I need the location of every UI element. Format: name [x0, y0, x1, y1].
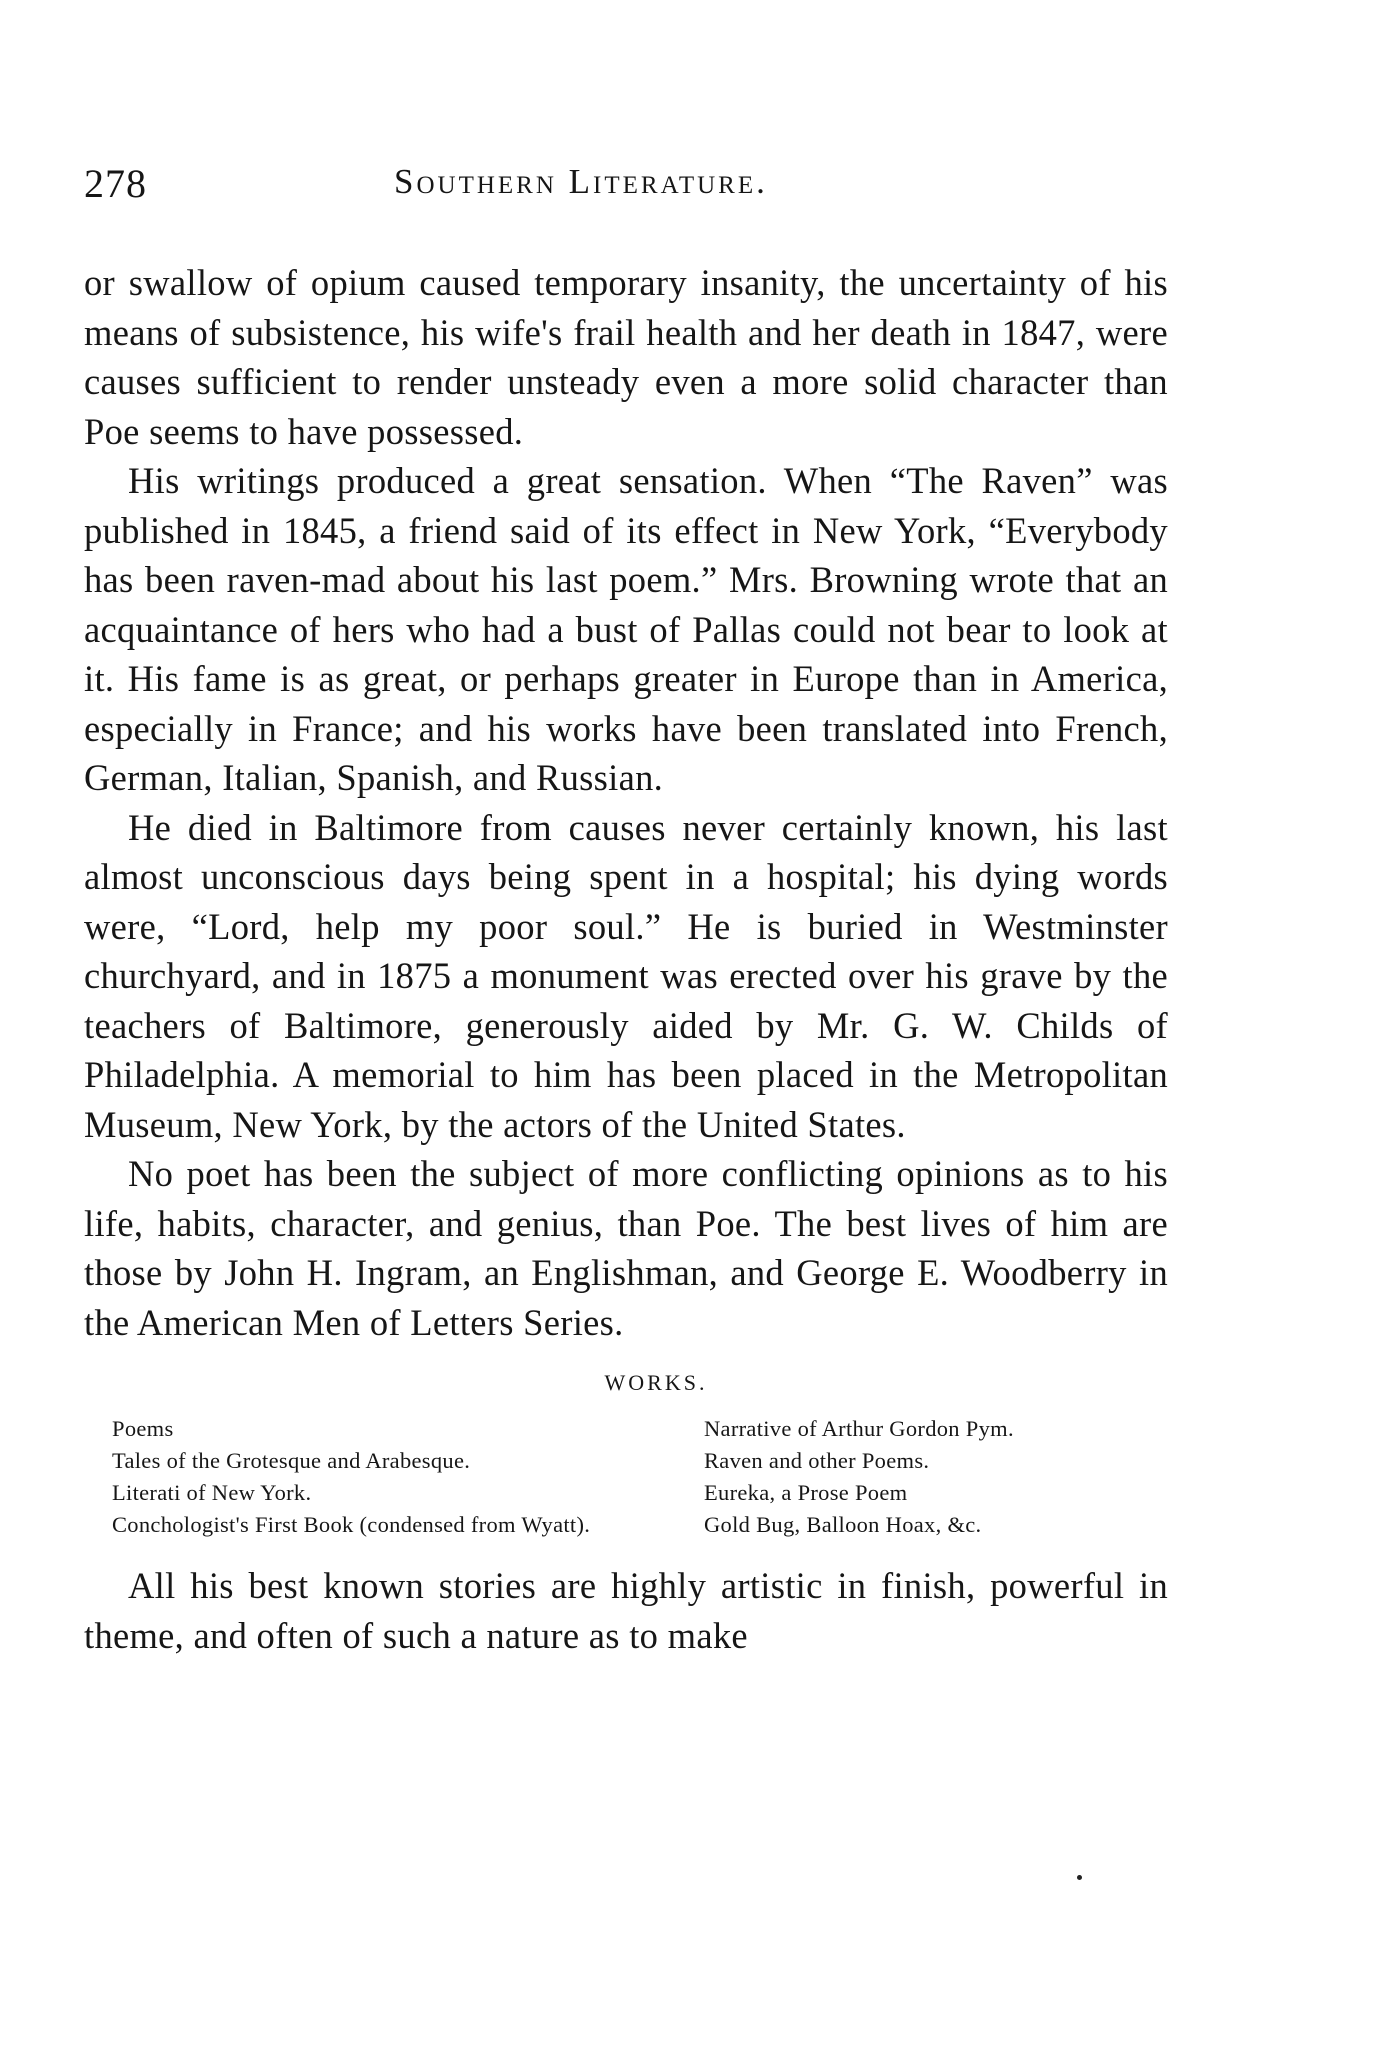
running-head: Southern Literature.	[394, 162, 768, 201]
paragraph-continuation: or swallow of opium caused temporary insanity, the uncertainty of his means of subsistence, his wife's frail health and her death in 1847, were causes sufficient to render unsteady even a more solid character than Poe seems to have possessed.	[84, 262, 1168, 452]
paragraph-stories: All his best known stories are highly artistic in finish, powerful in theme, and often of such a nature as to make	[84, 1565, 1168, 1656]
page-header	[84, 160, 1184, 220]
body-text	[84, 258, 1168, 1660]
works-column-left	[84, 1413, 674, 1541]
work-item: Tales of the Grotesque and Arabesque.	[112, 1448, 471, 1473]
work-item: Gold Bug, Balloon Hoax, &c.	[704, 1512, 982, 1537]
paragraph-biographies: No poet has been the subject of more conflicting opinions as to his life, habits, character, and genius, than Poe. The best lives of him are those by John H. Ingram, an Englishman, and George E. Woodberry in the American Men of Letters Series.	[84, 1153, 1168, 1343]
works-list	[84, 1413, 1168, 1541]
work-item: Literati of New York.	[112, 1480, 312, 1505]
work-item: Narrative of Arthur Gordon Pym.	[704, 1416, 1014, 1441]
page-number: 278	[84, 161, 147, 206]
paragraph-death-baltimore: He died in Baltimore from causes never certainly known, his last almost unconscious days being spent in a hospital; his dying words were, “Lord, help my poor soul.” He is buried in Westminster churchyard, and in 1875 a monument was erected over his grave by the teachers of Baltimore, generously aided by Mr. G. W. Childs of Philadelphia. A memorial to him has been placed in the Metropolitan Museum, New York, by the actors of the United States.	[84, 806, 1168, 1145]
work-item: Conchologist's First Book (condensed from Wyatt).	[112, 1512, 591, 1537]
ink-speck	[1077, 1875, 1082, 1880]
works-heading: WORKS.	[604, 1370, 708, 1395]
work-item: Raven and other Poems.	[704, 1448, 930, 1473]
paragraph-raven-sensation: His writings produced a great sensation. When “The Raven” was published in 1845, a friend said of its effect in New York, “Everybody has been raven-mad about his last poem.” Mrs. Browning wrote that an acquaintance of hers who had a bust of Pallas could not bear to look at it. His fame is as great, or perhaps greater in Europe than in America, especially in France; and his works have been translated into French, German, Italian, Spanish, and Russian.	[84, 460, 1168, 798]
work-item: Eureka, a Prose Poem	[704, 1480, 908, 1505]
work-item: Poems	[112, 1416, 174, 1441]
works-column-right	[674, 1413, 1164, 1541]
